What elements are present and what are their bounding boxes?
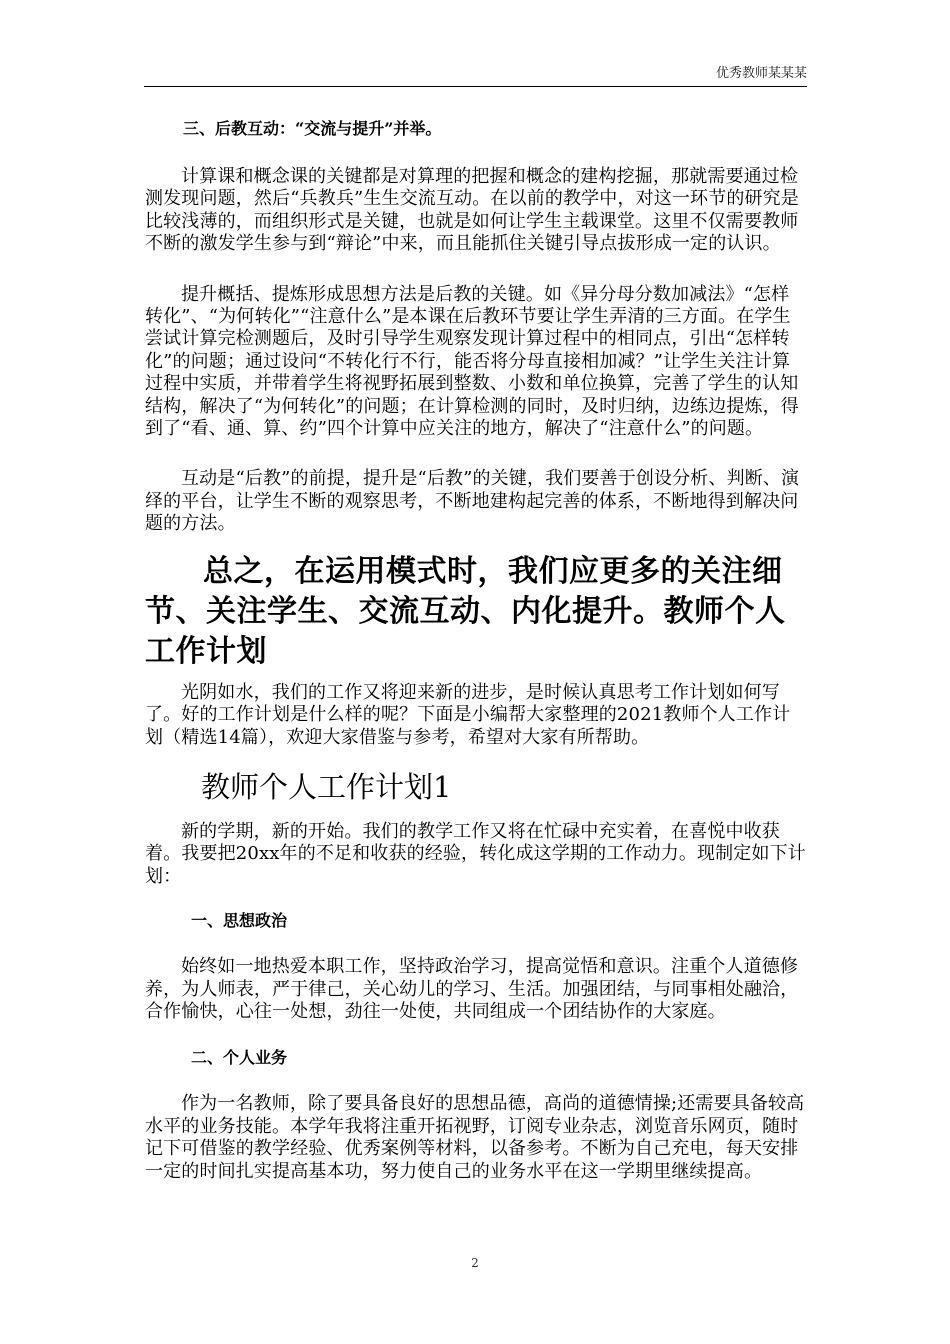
paragraph-4: 光阴如水，我们的工作又将迎来新的进步，是时候认真思考工作计划如何写了。好的工作计划是什么样的呢？下面是小编帮大家整理的2021教师个人工作计划（精选14篇），欢迎大家借鉴与参考，希望对大家有所帮助。 [145, 681, 791, 748]
document-body [145, 118, 807, 1183]
paragraph-5: 新的学期，新的开始。我们的教学工作又将在忙碌中充实着，在喜悦中收获着。我要把20xx年的不足和收获的经验，转化成这学期的工作动力。现制定如下计划： [145, 820, 806, 887]
paragraph-1: 计算课和概念课的关键都是对算理的把握和概念的建构挖掘，那就需要通过检测发现问题，然后“兵教兵”生生交流互动。在以前的教学中，对这一环节的研究是比较浅薄的，而组织形式是关键，也就是如何让学生主载课堂。这里不仅需要教师不断的激发学生参与到“辩论”中来，而且能抓住关键引导点拔形成一定的认识。 [145, 166, 799, 255]
subsection-heading-2: 二、个人业务 [191, 1048, 288, 1068]
subsection-heading-1: 一、思想政治 [191, 911, 288, 931]
section-heading-3: 三、后教互动：“交流与提升”并举。 [183, 119, 442, 138]
paragraph-6: 始终如一地热爱本职工作，坚持政治学习，提高觉悟和意识。注重个人道德修养，为人师表，严于律己，关心幼儿的学习、生活。加强团结，与同事相处融洽，合作愉快，心往一处想，劲往一处使，共同组成一个团结协作的大家庭。 [145, 956, 799, 1022]
plan-heading: 教师个人工作计划1 [201, 769, 452, 804]
page-number: 2 [471, 1256, 479, 1270]
paragraph-3: 互动是“后教”的前提，提升是“后教”的关键，我们要善于创设分析、判断、演绎的平台，让学生不断的观察思考，不断地建构起完善的体系，不断地得到解决问题的方法。 [145, 468, 800, 535]
page-header [144, 66, 807, 87]
paragraph-2: 提升概括、提炼形成思想方法是后教的关键。如《异分母分数加减法》“怎样转化”、“为何转化”“注意什么”是本课在后教环节要让学生弄清的三方面。在学生尝试计算完检测题后，及时引导学生观察发现计算过程中的相同点，引出“怎样转化”的问题；通过设问“不转化行不行，能否将分母直接相加减？”让学生关注计算过程中实质，并带着学生将视野拓展到整数、小数和单位换算，完善了学生的认知结构，解决了“为何转化”的问题；在计算检测的同时，及时归纳，边练边提炼，得到了“看、通、算、约”四个计算中应关注的地方，解决了“注意什么”的问题。 [145, 283, 799, 440]
paragraph-7: 作为一名教师，除了要具备良好的思想品德，高尚的道德情操;还需要具备较高水平的业务技能。本学年我将注重开拓视野，订阅专业杂志，浏览音乐网页，随时记下可借鉴的教学经验、优秀案例等材料，以备参考。不断为自己充电，每天安排一定的时间扎实提高基本功，努力使自己的业务水平在这一学期里继续提高。 [145, 1093, 805, 1182]
header-title: 优秀教师某某某 [715, 66, 807, 81]
summary-heading: 总之，在运用模式时，我们应更多的关注细节、关注学生、交流互动、内化提升。教师个人工作计划 [145, 553, 786, 669]
